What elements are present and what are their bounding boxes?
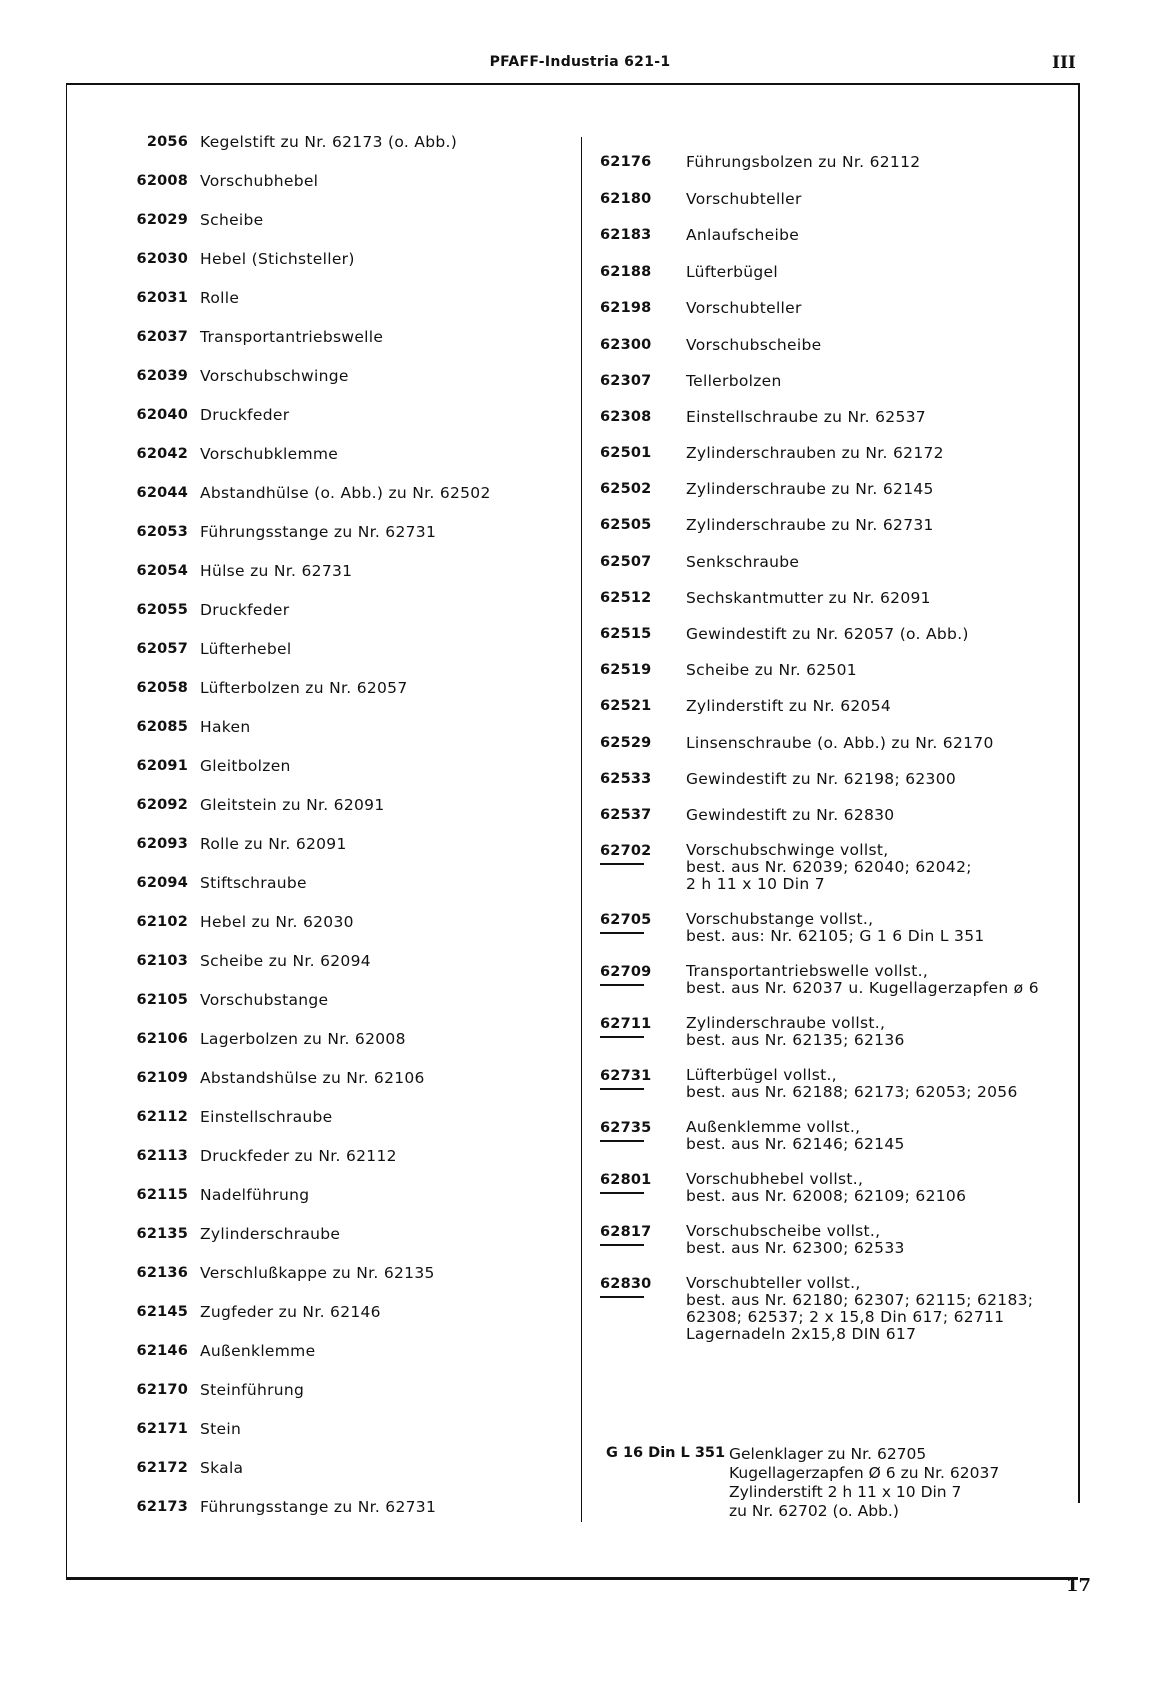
part-number: 62188 — [600, 263, 652, 280]
part-description: Zugfeder zu Nr. 62146 — [200, 1303, 381, 1321]
part-number: 62507 — [600, 553, 652, 570]
part-number: 62521 — [600, 698, 652, 715]
parts-row — [600, 697, 1080, 733]
parts-row — [120, 1303, 560, 1342]
description-line: Zylinderstift 2 h 11 x 10 Din 7 — [729, 1483, 962, 1501]
part-number: 62171 — [136, 1421, 188, 1437]
description-line: best. aus Nr. 62180; 62307; 62115; 62183; — [686, 1291, 1034, 1310]
description-line: Gewindestift zu Nr. 62830 — [686, 805, 895, 824]
part-description: Transportantriebswelle — [200, 328, 384, 346]
description-line: Zylinderschrauben zu Nr. 62172 — [686, 444, 944, 463]
part-number: 62501 — [600, 445, 652, 462]
part-description — [686, 963, 1039, 997]
part-number: 62512 — [600, 589, 652, 606]
part-number: 62109 — [136, 1070, 188, 1086]
part-description — [686, 226, 799, 245]
assembly-number: 62709 — [600, 963, 686, 982]
parts-row — [120, 679, 560, 718]
part-number: 62115 — [136, 1187, 188, 1203]
part-description: Führungsstange zu Nr. 62731 — [200, 1498, 437, 1516]
part-description — [686, 806, 894, 825]
part-number: 62040 — [136, 407, 188, 423]
assembly-number: 62702 — [600, 842, 686, 861]
part-description: Hülse zu Nr. 62731 — [200, 562, 353, 580]
part-description: Lagerbolzen zu Nr. 62008 — [200, 1030, 406, 1048]
description-line: Scheibe zu Nr. 62501 — [686, 661, 857, 680]
part-description — [686, 1223, 905, 1257]
parts-row — [120, 484, 560, 523]
part-number: 62092 — [136, 797, 188, 813]
part-description: Vorschubstange — [200, 991, 329, 1009]
part-number: 62176 — [600, 154, 652, 170]
parts-row — [600, 1223, 1080, 1275]
description-line: best. aus Nr. 62146; 62145 — [686, 1135, 905, 1154]
assembly-number: 62735 — [600, 1119, 686, 1138]
parts-row — [600, 553, 1080, 589]
description-line: Anlaufscheibe — [686, 226, 800, 244]
part-description: Hebel zu Nr. 62030 — [200, 913, 354, 931]
assembly-number: 62830 — [600, 1275, 686, 1294]
part-number: 62135 — [136, 1226, 188, 1242]
part-number: 62055 — [136, 602, 188, 618]
part-description: Stein — [200, 1420, 242, 1438]
part-number: 62031 — [136, 290, 188, 306]
part-number: 62502 — [600, 481, 652, 498]
part-description: Vorschubhebel — [200, 172, 319, 190]
part-description — [686, 299, 802, 318]
description-line: Vorschubstange vollst., — [686, 910, 874, 929]
parts-row — [120, 835, 560, 874]
part-description: Lüfterhebel — [200, 640, 292, 658]
parts-row — [120, 1342, 560, 1381]
assembly-number: 62711 — [600, 1015, 686, 1034]
description-line: best. aus Nr. 62135; 62136 — [686, 1031, 905, 1050]
part-description — [686, 190, 802, 209]
part-description — [686, 734, 994, 753]
description-line: Senkschraube — [686, 552, 800, 571]
g-entry-description — [729, 1445, 999, 1521]
column-divider — [581, 137, 582, 1522]
description-line: Linsenschraube (o. Abb.) zu Nr. 62170 — [686, 733, 994, 752]
part-number: 62180 — [600, 190, 652, 207]
part-number: 62533 — [600, 770, 652, 787]
parts-row — [600, 842, 1080, 911]
description-line: Gelenklager zu Nr. 62705 — [729, 1445, 927, 1463]
assembly-number: 62801 — [600, 1171, 686, 1190]
parts-row — [600, 963, 1080, 1015]
part-number: 62039 — [136, 368, 188, 384]
part-number: 62136 — [136, 1265, 188, 1281]
parts-row — [120, 913, 560, 952]
part-number: 62198 — [600, 300, 652, 316]
page-header-title: PFAFF-Industria 621-1 — [489, 54, 671, 70]
part-description: Lüfterbolzen zu Nr. 62057 — [200, 679, 408, 697]
description-line: Vorschubscheibe vollst., — [686, 1222, 881, 1241]
parts-row — [120, 406, 560, 445]
part-description: Abstandhülse (o. Abb.) zu Nr. 62502 — [200, 484, 491, 502]
parts-row — [120, 718, 560, 757]
parts-row — [600, 480, 1080, 516]
part-number: 62308 — [600, 408, 652, 425]
part-number: 62307 — [600, 372, 652, 389]
parts-row — [120, 601, 560, 640]
part-number: 62172 — [136, 1460, 188, 1476]
part-description: Scheibe — [200, 211, 264, 229]
parts-row — [120, 445, 560, 484]
parts-row — [120, 640, 560, 679]
parts-row — [600, 444, 1080, 480]
parts-row — [600, 1015, 1080, 1067]
description-line: best. aus Nr. 62008; 62109; 62106 — [686, 1187, 967, 1206]
parts-row — [120, 1069, 560, 1108]
parts-row — [120, 1264, 560, 1303]
parts-row — [120, 1030, 560, 1069]
part-description — [686, 1119, 905, 1153]
part-number: 2056 — [146, 134, 188, 150]
parts-row — [600, 153, 1080, 190]
part-description: Abstandshülse zu Nr. 62106 — [200, 1069, 425, 1087]
parts-row — [120, 874, 560, 913]
description-line: Vorschubhebel vollst., — [686, 1170, 864, 1189]
part-description — [686, 480, 934, 499]
description-line: Vorschubschwinge vollst, — [686, 841, 889, 860]
parts-row — [600, 226, 1080, 263]
description-line: best. aus Nr. 62037 u. Kugellagerzapfen ø 6 — [686, 979, 1039, 998]
description-line: Zylinderstift zu Nr. 62054 — [686, 697, 892, 716]
part-number: 62044 — [136, 485, 188, 501]
part-description — [686, 444, 944, 463]
g-entry — [606, 1445, 999, 1521]
description-line: best. aus Nr. 62188; 62173; 62053; 2056 — [686, 1083, 1018, 1102]
part-description: Hebel (Stichsteller) — [200, 250, 355, 268]
description-line: Kugellagerzapfen Ø 6 zu Nr. 62037 — [729, 1464, 1000, 1482]
part-description — [686, 1171, 966, 1205]
part-description: Skala — [200, 1459, 244, 1477]
parts-row — [600, 911, 1080, 963]
part-number: 62519 — [600, 662, 652, 679]
description-line: Tellerbolzen — [686, 371, 782, 390]
parts-row — [120, 1147, 560, 1186]
assembly-number: 62705 — [600, 911, 686, 930]
description-line: 62308; 62537; 2 x 15,8 Din 617; 62711 — [686, 1308, 1005, 1327]
description-line: Gewindestift zu Nr. 62198; 62300 — [686, 769, 957, 788]
description-line: Vorschubteller vollst., — [686, 1274, 861, 1293]
parts-row — [120, 952, 560, 991]
parts-row — [600, 770, 1080, 806]
part-number: 62093 — [136, 836, 188, 852]
description-line: Führungsbolzen zu Nr. 62112 — [686, 153, 921, 171]
part-number: 62113 — [136, 1148, 188, 1164]
part-description: Führungsstange zu Nr. 62731 — [200, 523, 437, 541]
parts-row — [600, 1275, 1080, 1361]
part-description: Außenklemme — [200, 1342, 316, 1360]
part-number: 62094 — [136, 875, 188, 891]
part-description — [686, 336, 821, 355]
part-description — [686, 153, 920, 172]
description-line: Zylinderschraube zu Nr. 62731 — [686, 516, 934, 535]
part-number: 62030 — [136, 251, 188, 267]
part-description — [686, 1275, 1033, 1343]
part-description: Rolle zu Nr. 62091 — [200, 835, 347, 853]
parts-row — [120, 1225, 560, 1264]
description-line: Lüfterbügel — [686, 262, 779, 281]
part-description — [686, 625, 969, 644]
part-number: 62058 — [136, 680, 188, 696]
parts-row — [120, 991, 560, 1030]
parts-row — [120, 523, 560, 562]
parts-list-left — [120, 133, 560, 1537]
part-number: 62183 — [600, 227, 652, 243]
g-entry-number: G 16 Din L 351 — [606, 1445, 726, 1461]
part-description: Steinführung — [200, 1381, 305, 1399]
part-description — [686, 589, 931, 608]
part-number: 62537 — [600, 806, 652, 823]
description-line: Transportantriebswelle vollst., — [686, 962, 929, 981]
part-description — [686, 408, 926, 427]
parts-row — [600, 1171, 1080, 1223]
part-number: 62529 — [600, 734, 652, 751]
parts-row — [120, 1420, 560, 1459]
parts-row — [600, 1119, 1080, 1171]
description-line: Einstellschraube zu Nr. 62537 — [686, 407, 926, 426]
assembly-number: 62731 — [600, 1067, 686, 1086]
description-line: Gewindestift zu Nr. 62057 (o. Abb.) — [686, 625, 969, 643]
part-description — [686, 697, 891, 716]
part-description: Verschlußkappe zu Nr. 62135 — [200, 1264, 435, 1282]
part-number: 62515 — [600, 626, 652, 642]
parts-row — [600, 516, 1080, 552]
parts-row — [600, 625, 1080, 661]
description-line: Lagernadeln 2x15,8 DIN 617 — [686, 1325, 917, 1344]
part-description: Stiftschraube — [200, 874, 307, 892]
description-line: Vorschubscheibe — [686, 335, 822, 354]
part-description: Druckfeder — [200, 406, 290, 424]
description-line: 2 h 11 x 10 Din 7 — [686, 875, 825, 894]
part-description: Druckfeder zu Nr. 62112 — [200, 1147, 397, 1165]
parts-row — [600, 661, 1080, 697]
part-description — [686, 372, 782, 391]
parts-row — [600, 806, 1080, 842]
parts-row — [120, 562, 560, 601]
part-number: 62146 — [136, 1343, 188, 1359]
parts-row — [120, 1498, 560, 1537]
part-description — [686, 842, 972, 893]
assembly-number: 62817 — [600, 1223, 686, 1242]
parts-list-right — [600, 153, 1080, 1361]
part-description — [686, 770, 956, 789]
part-number: 62300 — [600, 336, 652, 353]
part-description: Zylinderschraube — [200, 1225, 341, 1243]
part-number: 62085 — [136, 719, 188, 735]
description-line: Zylinderschraube vollst., — [686, 1014, 886, 1033]
parts-row — [600, 408, 1080, 444]
part-number: 62037 — [136, 329, 188, 345]
description-line: Zylinderschraube zu Nr. 62145 — [686, 480, 934, 499]
part-description: Rolle — [200, 289, 240, 307]
part-description: Nadelführung — [200, 1186, 310, 1204]
part-number: 62112 — [136, 1109, 188, 1125]
part-number: 62008 — [136, 173, 188, 189]
description-line: best. aus: Nr. 62105; G 1 6 Din L 351 — [686, 927, 985, 946]
parts-row — [600, 372, 1080, 408]
part-description — [686, 516, 934, 535]
parts-row — [120, 133, 560, 172]
parts-row — [120, 289, 560, 328]
part-number: 62173 — [136, 1499, 188, 1515]
parts-row — [120, 1381, 560, 1420]
part-description: Kegelstift zu Nr. 62173 (o. Abb.) — [200, 133, 458, 151]
part-number: 62042 — [136, 446, 188, 462]
description-line: Sechskantmutter zu Nr. 62091 — [686, 588, 931, 607]
part-description — [686, 1015, 905, 1049]
part-number: 62029 — [136, 212, 188, 228]
part-description: Einstellschraube — [200, 1108, 333, 1126]
parts-row — [600, 589, 1080, 625]
part-description — [686, 661, 857, 680]
part-number: 62053 — [136, 524, 188, 540]
part-number: 62057 — [136, 641, 188, 657]
part-number: 62102 — [136, 914, 188, 930]
parts-row — [600, 190, 1080, 227]
parts-row — [120, 367, 560, 406]
part-number: 62105 — [136, 992, 188, 1008]
part-description: Scheibe zu Nr. 62094 — [200, 952, 371, 970]
description-line: Außenklemme vollst., — [686, 1118, 861, 1137]
part-description: Gleitbolzen — [200, 757, 291, 775]
parts-row — [120, 1459, 560, 1498]
parts-row — [600, 1067, 1080, 1119]
part-description: Druckfeder — [200, 601, 290, 619]
part-number: 62505 — [600, 517, 652, 534]
part-number: 62054 — [136, 563, 188, 579]
parts-row — [120, 250, 560, 289]
part-number: 62170 — [136, 1382, 188, 1398]
description-line: best. aus Nr. 62300; 62533 — [686, 1239, 905, 1258]
part-number: 62145 — [136, 1304, 188, 1320]
description-line: Lüfterbügel vollst., — [686, 1066, 837, 1085]
part-number: 62091 — [136, 758, 188, 774]
parts-row — [600, 336, 1080, 372]
part-description: Haken — [200, 718, 251, 736]
page-number: 17 — [1066, 1575, 1092, 1596]
parts-row — [120, 1186, 560, 1225]
part-description — [686, 1067, 1018, 1101]
parts-row — [600, 734, 1080, 770]
description-line: Vorschubteller — [686, 299, 802, 317]
part-description — [686, 911, 985, 945]
description-line: Vorschubteller — [686, 189, 802, 208]
section-number: III — [1052, 53, 1076, 73]
parts-row — [120, 1108, 560, 1147]
parts-row — [120, 172, 560, 211]
part-number: 62106 — [136, 1031, 188, 1047]
part-description: Vorschubklemme — [200, 445, 339, 463]
parts-row — [120, 796, 560, 835]
parts-row — [600, 299, 1080, 336]
parts-row — [120, 757, 560, 796]
part-number: 62103 — [136, 953, 188, 969]
description-line: best. aus Nr. 62039; 62040; 62042; — [686, 858, 972, 877]
part-description — [686, 553, 799, 572]
part-description: Gleitstein zu Nr. 62091 — [200, 796, 385, 814]
parts-row — [600, 263, 1080, 300]
parts-row — [120, 211, 560, 250]
part-description: Vorschubschwinge — [200, 367, 349, 385]
description-line: zu Nr. 62702 (o. Abb.) — [729, 1502, 899, 1520]
parts-row — [120, 328, 560, 367]
part-description — [686, 263, 778, 282]
